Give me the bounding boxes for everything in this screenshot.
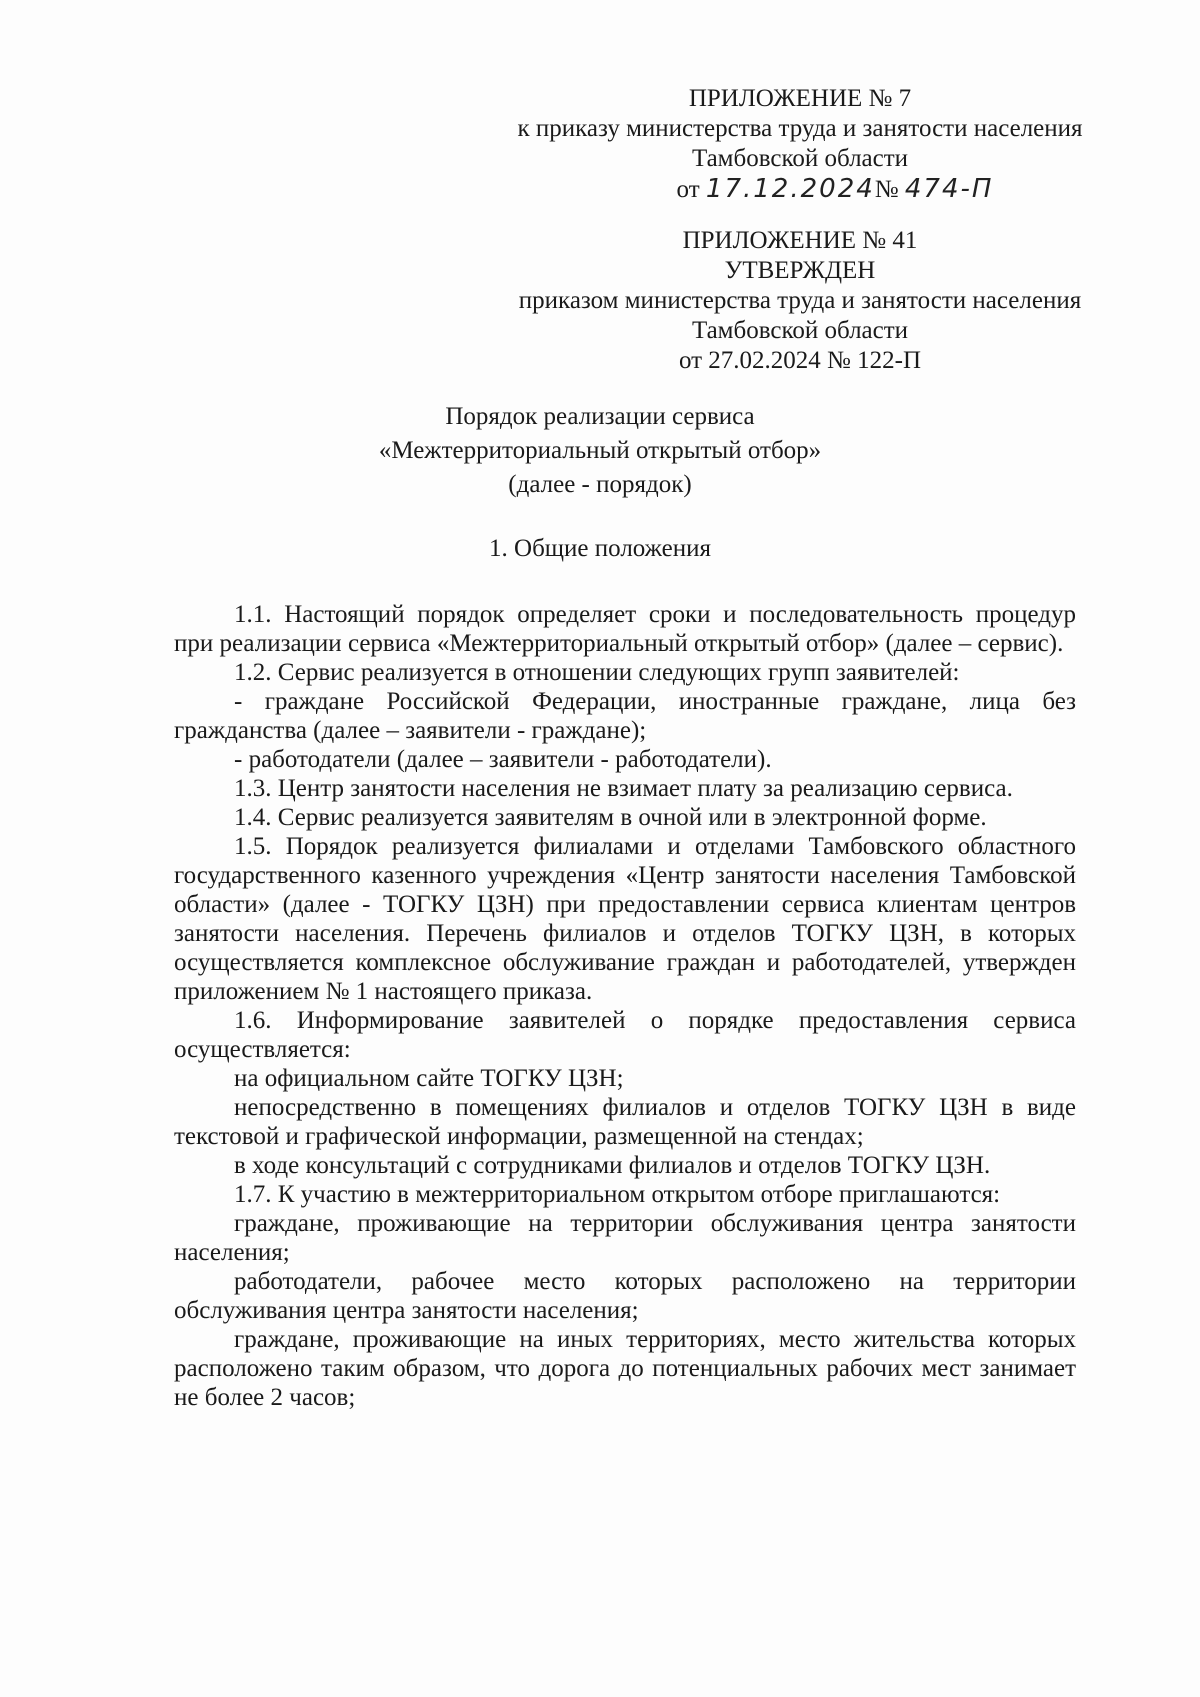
appendix-41-line2: Тамбовской области — [691, 317, 909, 344]
document-title — [250, 400, 950, 502]
participant-item-other-citizens: граждане, проживающие на иных территориях, место жительства которых расположено таким образом, что дорога до потенциальных рабочих мест занимает не более 2 часов; — [174, 1326, 1076, 1411]
paragraph-1-7: 1.7. К участию в межтерриториальном открытом отборе приглашаются: — [234, 1181, 1001, 1208]
info-item-stands: непосредственно в помещениях филиалов и отделов ТОГКУ ЦЗН в виде текстовой и графической информации, размещенной на стендах; — [174, 1094, 1076, 1150]
appendix-7-line2: Тамбовской области — [691, 145, 909, 172]
participant-item-employers: работодатели, рабочее место которых расположено на территории обслуживания центра занятости населения; — [174, 1268, 1076, 1324]
appendix-41-line1: приказом министерства труда и занятости населения — [518, 287, 1082, 314]
section-title: 1. Общие положения — [489, 535, 711, 562]
info-item-website: на официальном сайте ТОГКУ ЦЗН; — [234, 1065, 624, 1092]
handwritten-date: 17.12.2024 — [705, 174, 875, 204]
paragraph-1-5: 1.5. Порядок реализуется филиалами и отделами Тамбовского областного государственного казенного учреждения «Центр занятости населения Тамбовской области» (далее - ТОГКУ ЦЗН) при предоставлении сервиса клиентам центров занятости населения. Перечень филиалов и отделов ТОГКУ ЦЗН, в которых осуществляется комплексное обслуживание граждан и работодателей, утвержден приложением № 1 настоящего приказа. — [174, 833, 1076, 1005]
appendix-7-header — [450, 84, 1150, 205]
approved-label: УТВЕРЖДЕН — [724, 257, 876, 284]
appendix-41-header — [450, 226, 1150, 376]
document-title-line3: (далее - порядок) — [508, 471, 692, 498]
paragraph-1-4: 1.4. Сервис реализуется заявителям в очной или в электронной форме. — [234, 804, 987, 831]
info-item-consultations: в ходе консультаций с сотрудниками филиалов и отделов ТОГКУ ЦЗН. — [234, 1152, 991, 1179]
list-item-citizens: - граждане Российской Федерации, иностранные граждане, лица без гражданства (далее – заявители - граждане); — [174, 688, 1076, 744]
document-title-line1: Порядок реализации сервиса — [445, 403, 755, 430]
paragraph-1-6: 1.6. Информирование заявителей о порядке предоставления сервиса осуществляется: — [174, 1007, 1076, 1063]
document-body — [174, 600, 1076, 1412]
appendix-7-title: ПРИЛОЖЕНИЕ № 7 — [688, 85, 912, 112]
appendix-7-date-line — [450, 174, 1150, 205]
date-prefix: от — [676, 176, 706, 203]
paragraph-1-3: 1.3. Центр занятости населения не взимает плату за реализацию сервиса. — [234, 775, 1013, 802]
list-item-employers: - работодатели (далее – заявители - работодатели). — [234, 746, 772, 773]
appendix-41-line3: от 27.02.2024 № 122-П — [678, 347, 922, 374]
number-sign: № — [874, 176, 905, 203]
paragraph-1-1: 1.1. Настоящий порядок определяет сроки и последовательность процедур при реализации сервиса «Межтерриториальный открытый отбор» (далее – сервис). — [174, 601, 1076, 657]
participant-item-local-citizens: граждане, проживающие на территории обслуживания центра занятости населения; — [174, 1210, 1076, 1266]
paragraph-1-2: 1.2. Сервис реализуется в отношении следующих групп заявителей: — [234, 659, 960, 686]
appendix-41-title: ПРИЛОЖЕНИЕ № 41 — [682, 227, 918, 254]
handwritten-number: 474-П — [904, 174, 994, 204]
appendix-7-line1: к приказу министерства труда и занятости населения — [517, 115, 1083, 142]
document-title-line2: «Межтерриториальный открытый отбор» — [378, 437, 822, 464]
